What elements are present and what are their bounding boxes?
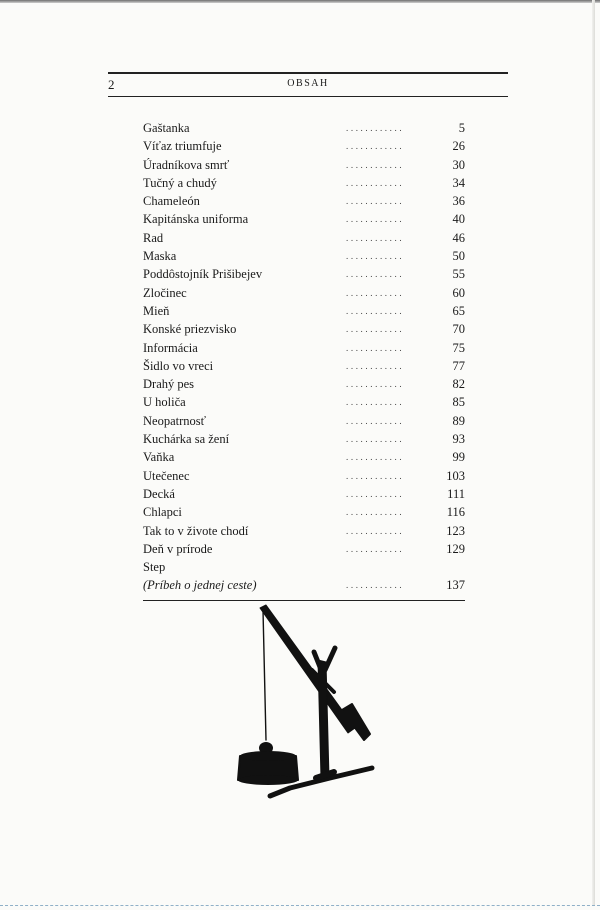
toc-dot-leader: ............	[346, 123, 405, 133]
page-number: 2	[108, 77, 115, 92]
toc-entry	[143, 339, 465, 357]
toc-dot-leader: ............	[346, 379, 405, 390]
toc-entry-title: Rad	[143, 230, 164, 245]
toc-entry-page-number: 30	[452, 157, 465, 172]
toc-entry	[143, 412, 465, 430]
section-title: OBSAH	[287, 78, 329, 89]
toc-entry-title: Kuchárka sa žení	[143, 432, 230, 447]
toc-entry-page-number: 70	[452, 322, 465, 337]
toc-entry-page-number: 116	[446, 505, 465, 520]
toc-entry	[143, 229, 465, 247]
toc-entry-page-number: 77	[452, 358, 465, 373]
toc-entry	[143, 137, 465, 155]
toc-entry-title: Chameleón	[143, 194, 200, 209]
toc-entry-page-number: 89	[452, 413, 465, 428]
toc-entry-page-number: 26	[452, 139, 465, 154]
toc-entry-page-number: 5	[458, 121, 465, 135]
toc-entry-page-number: 75	[452, 340, 465, 355]
toc-dot-leader: ............	[346, 196, 405, 207]
table-of-contents	[143, 119, 465, 595]
toc-dot-leader: ............	[346, 232, 405, 243]
toc-entry-title: Utečenec	[143, 468, 190, 483]
toc-dot-leader: ............	[346, 360, 405, 371]
toc-entry-page-number: 36	[452, 194, 465, 209]
toc-entry-title: Step	[143, 560, 166, 575]
toc-entry	[143, 448, 465, 466]
toc-entry-page-number: 65	[452, 303, 465, 318]
toc-entry	[143, 192, 465, 210]
toc-entry-title: Neopatrnosť	[143, 413, 206, 428]
page-top-edge	[0, 0, 600, 3]
toc-entry-page-number: 137	[446, 578, 465, 593]
toc-dot-leader: ............	[346, 269, 405, 280]
running-header	[108, 72, 508, 97]
page-right-edge	[592, 0, 595, 905]
toc-dot-leader: ............	[346, 397, 405, 408]
page-bottom-edge	[0, 905, 600, 906]
toc-entry	[143, 265, 465, 283]
toc-entry-page-number: 34	[452, 175, 465, 190]
toc-entry-page-number: 123	[446, 523, 465, 538]
toc-entry	[143, 503, 465, 521]
toc-entry	[143, 576, 465, 594]
toc-entry	[143, 393, 465, 411]
toc-entry-title: Víťaz triumfuje	[143, 139, 222, 154]
toc-entry	[143, 540, 465, 558]
toc-entry	[143, 302, 465, 320]
toc-entry-title: Tak to v živote chodí	[143, 523, 249, 538]
toc-entry-page-number: 111	[447, 486, 465, 501]
toc-entry	[143, 522, 465, 540]
toc-dot-leader: ............	[346, 470, 405, 481]
toc-entry-page-number: 82	[452, 377, 465, 392]
toc-entry	[143, 156, 465, 174]
toc-dot-leader: ............	[346, 415, 405, 426]
toc-entry-title: Chlapci	[143, 505, 182, 520]
toc-dot-leader: ............	[346, 141, 405, 152]
toc-entry	[143, 375, 465, 393]
toc-entry-title: Úradníkova smrť	[143, 157, 230, 172]
toc-entry-title: Konské priezvisko	[143, 322, 237, 337]
toc-entry-title: U holiča	[143, 395, 186, 410]
toc-entry-page-number: 55	[452, 267, 465, 282]
toc-entry-title: Vaňka	[143, 450, 175, 465]
toc-entry-page-number: 50	[452, 249, 465, 264]
toc-dot-leader: ............	[346, 305, 405, 316]
toc-entry-title: Maska	[143, 249, 177, 264]
toc-entry	[143, 357, 465, 375]
toc-dot-leader: ............	[346, 214, 405, 225]
toc-entry	[143, 320, 465, 338]
toc-dot-leader: ............	[346, 177, 405, 188]
toc-entry	[143, 284, 465, 302]
toc-entry	[143, 247, 465, 265]
toc-dot-leader: ............	[346, 488, 405, 499]
toc-entry-title: Decká	[143, 486, 175, 501]
toc-entry-title: Informácia	[143, 340, 198, 355]
toc-dot-leader: ............	[346, 580, 405, 591]
toc-entry-title: Poddôstojník Prišibejev	[143, 267, 263, 282]
toc-dot-leader: ............	[346, 159, 405, 170]
toc-entry-title: Kapitánska uniforma	[143, 212, 249, 227]
toc-entry	[143, 430, 465, 448]
toc-dot-leader: ............	[346, 287, 405, 298]
toc-entry	[143, 174, 465, 192]
toc-dot-leader: ............	[346, 324, 405, 335]
toc-entry	[143, 210, 465, 228]
toc-entry	[143, 467, 465, 485]
toc-entry	[143, 485, 465, 503]
toc-dot-leader: ............	[346, 251, 405, 262]
toc-dot-leader: ............	[346, 434, 405, 445]
toc-entry-title: Zločinec	[143, 285, 187, 300]
toc-entry-page-number: 103	[446, 468, 465, 483]
toc-entry-title: (Príbeh o jednej ceste)	[143, 578, 257, 593]
toc-entry-page-number: 93	[452, 432, 465, 447]
toc-dot-leader: ............	[346, 342, 405, 353]
toc-entry-title: Tučný a chudý	[143, 175, 217, 190]
toc-dot-leader: ............	[346, 525, 405, 536]
toc-entry-title: Šidlo vo vreci	[143, 358, 214, 373]
toc-entry-page-number: 46	[452, 230, 465, 245]
toc-entry-page-number: 129	[446, 541, 465, 556]
toc-entry-page-number: 60	[452, 285, 465, 300]
toc-entry-page-number: 99	[452, 450, 465, 465]
toc-dot-leader: ............	[346, 452, 405, 463]
toc-entry	[143, 558, 465, 576]
toc-entry-page-number: 40	[452, 212, 465, 227]
toc-entry	[143, 119, 465, 137]
toc-entry-page-number: 85	[452, 395, 465, 410]
toc-dot-leader: ............	[346, 543, 405, 554]
toc-entry-title: Gaštanka	[143, 121, 190, 135]
toc-entry-title: Drahý pes	[143, 377, 195, 392]
toc-dot-leader: ............	[346, 507, 405, 518]
toc-entry-title: Mieň	[143, 303, 170, 318]
well-sweep-illustration-icon	[230, 600, 380, 805]
toc-entry-title: Deň v prírode	[143, 541, 213, 556]
